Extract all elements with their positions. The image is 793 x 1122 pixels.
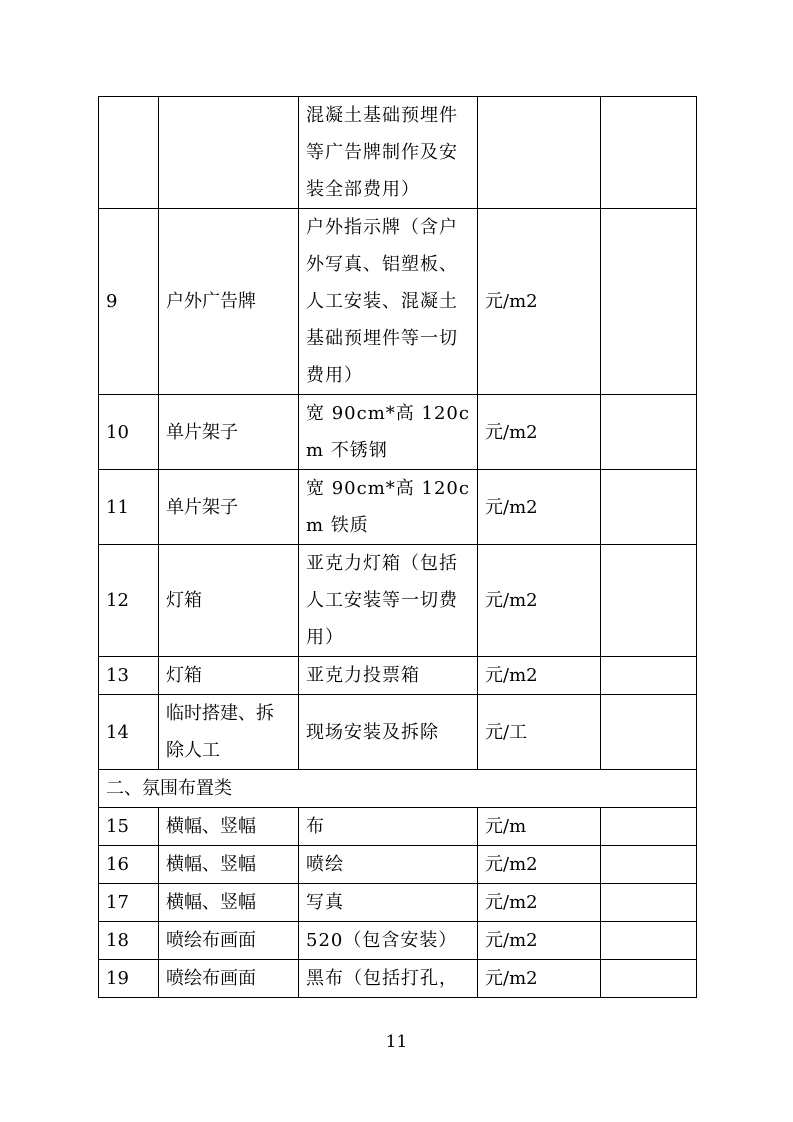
item-name (159, 97, 299, 209)
item-description: 现场安装及拆除 (299, 695, 478, 770)
item-unit: 元/m2 (478, 960, 601, 998)
table-row (99, 97, 697, 209)
table-row (99, 695, 697, 770)
item-price (601, 922, 697, 960)
item-price (601, 97, 697, 209)
item-unit: 元/m2 (478, 657, 601, 695)
item-description: 混凝土基础预埋件等广告牌制作及安装全部费用） (299, 97, 478, 209)
table-row (99, 922, 697, 960)
table-row (99, 209, 697, 395)
item-description: 宽 90cm*高 120cm 铁质 (299, 470, 478, 545)
item-description: 亚克力投票箱 (299, 657, 478, 695)
item-unit: 元/m (478, 808, 601, 846)
item-number (99, 97, 159, 209)
item-name: 灯箱 (159, 545, 299, 657)
item-price (601, 209, 697, 395)
item-description: 黑布（包括打孔， (299, 960, 478, 998)
section-header-row (99, 770, 697, 808)
item-price (601, 846, 697, 884)
item-name: 灯箱 (159, 657, 299, 695)
section-title: 二、氛围布置类 (99, 770, 697, 808)
item-name: 临时搭建、拆除人工 (159, 695, 299, 770)
item-description: 亚克力灯箱（包括人工安装等一切费用） (299, 545, 478, 657)
table-row (99, 395, 697, 470)
item-unit: 元/m2 (478, 395, 601, 470)
item-price (601, 395, 697, 470)
item-price (601, 808, 697, 846)
table-row (99, 884, 697, 922)
pricing-table (98, 96, 697, 998)
item-number: 15 (99, 808, 159, 846)
item-name: 喷绘布画面 (159, 922, 299, 960)
item-name: 喷绘布画面 (159, 960, 299, 998)
item-description: 写真 (299, 884, 478, 922)
item-description: 布 (299, 808, 478, 846)
item-number: 9 (99, 209, 159, 395)
item-price (601, 657, 697, 695)
item-price (601, 960, 697, 998)
item-unit: 元/m2 (478, 209, 601, 395)
item-number: 13 (99, 657, 159, 695)
item-unit: 元/m2 (478, 884, 601, 922)
table-row (99, 846, 697, 884)
item-number: 17 (99, 884, 159, 922)
item-number: 11 (99, 470, 159, 545)
item-name: 横幅、竖幅 (159, 884, 299, 922)
item-description: 户外指示牌（含户外写真、铝塑板、人工安装、混凝土基础预埋件等一切费用） (299, 209, 478, 395)
item-unit: 元/m2 (478, 470, 601, 545)
item-name: 横幅、竖幅 (159, 808, 299, 846)
item-price (601, 695, 697, 770)
table-row (99, 470, 697, 545)
item-unit: 元/m2 (478, 922, 601, 960)
item-number: 14 (99, 695, 159, 770)
table-row (99, 808, 697, 846)
item-price (601, 470, 697, 545)
table-row (99, 545, 697, 657)
item-price (601, 545, 697, 657)
item-number: 16 (99, 846, 159, 884)
item-description: 喷绘 (299, 846, 478, 884)
item-number: 10 (99, 395, 159, 470)
item-name: 单片架子 (159, 395, 299, 470)
table-row (99, 960, 697, 998)
item-number: 12 (99, 545, 159, 657)
page-number: 11 (385, 1032, 408, 1052)
item-price (601, 884, 697, 922)
item-name: 横幅、竖幅 (159, 846, 299, 884)
item-number: 19 (99, 960, 159, 998)
item-number: 18 (99, 922, 159, 960)
item-description: 520（包含安装） (299, 922, 478, 960)
item-description: 宽 90cm*高 120cm 不锈钢 (299, 395, 478, 470)
item-unit: 元/m2 (478, 545, 601, 657)
item-unit: 元/工 (478, 695, 601, 770)
item-name: 户外广告牌 (159, 209, 299, 395)
table-row (99, 657, 697, 695)
item-unit: 元/m2 (478, 846, 601, 884)
item-unit (478, 97, 601, 209)
item-name: 单片架子 (159, 470, 299, 545)
